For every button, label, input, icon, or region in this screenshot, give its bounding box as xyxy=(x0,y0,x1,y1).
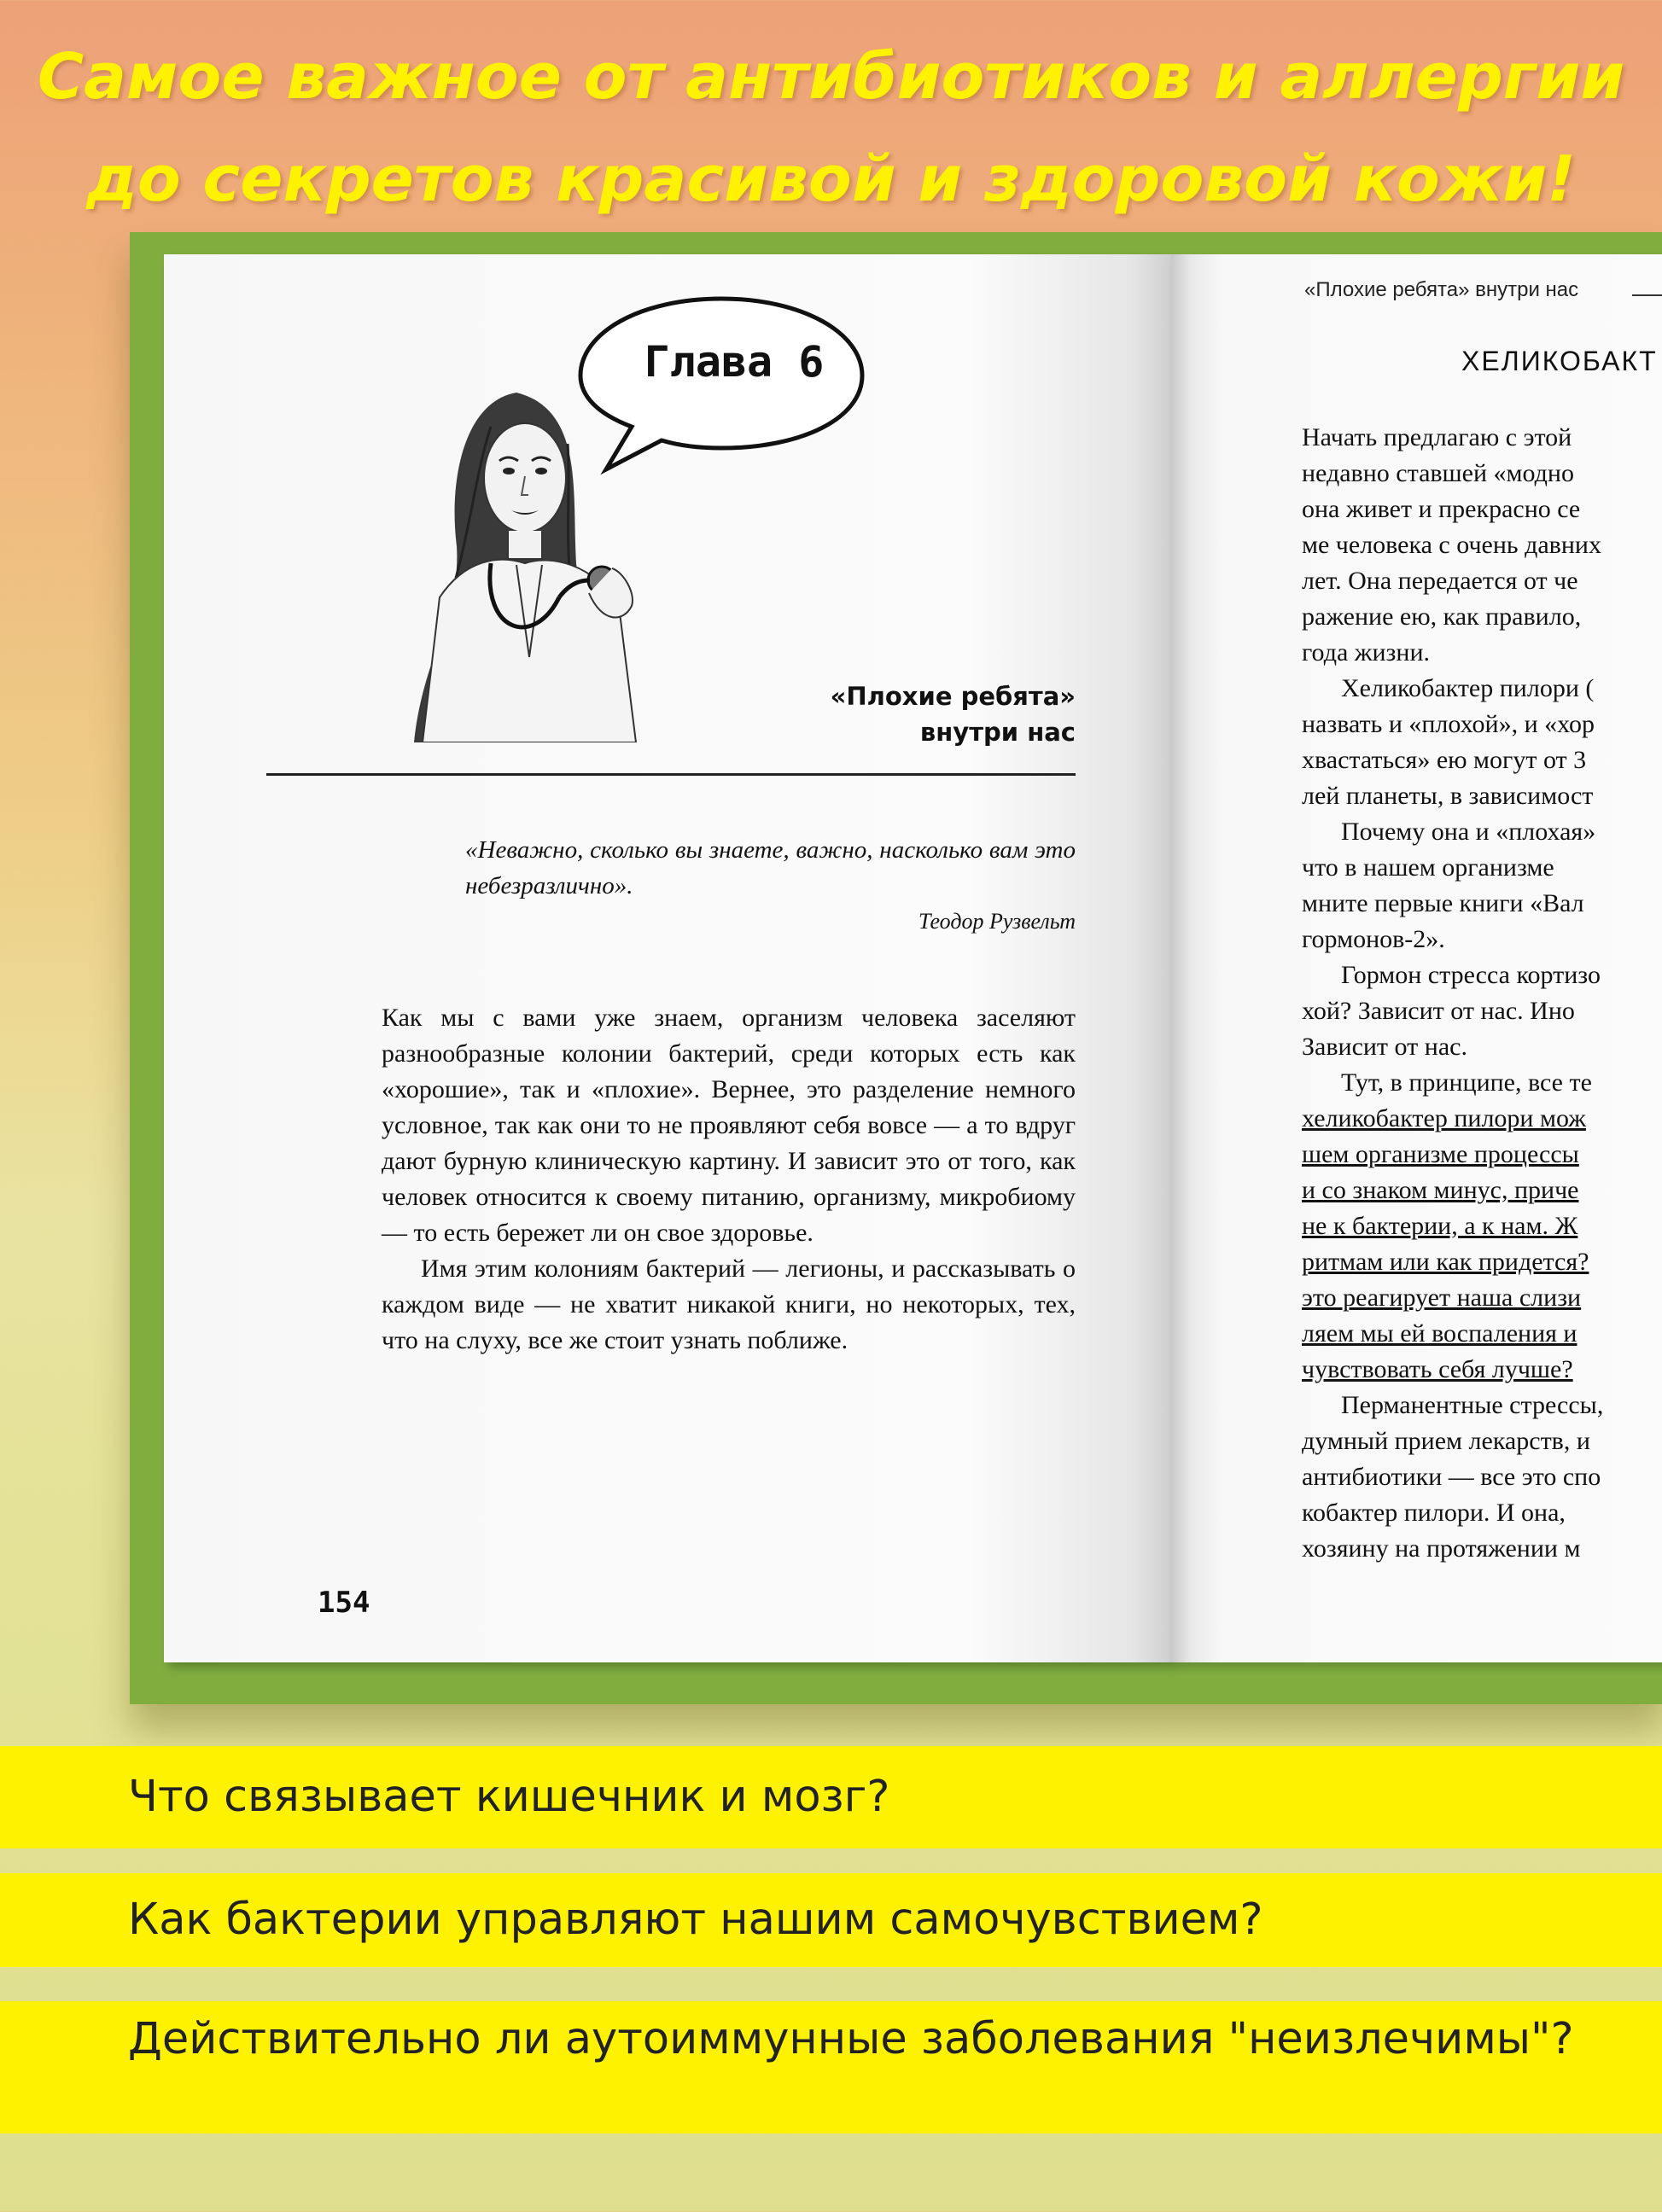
right-page-line: ме человека с очень давних xyxy=(1302,531,1601,559)
right-page-line: она живет и прекрасно се xyxy=(1302,495,1581,523)
right-page-line: кобактер пилори. И она, xyxy=(1302,1499,1566,1527)
right-page-line: хой? Зависит от нас. Ино xyxy=(1302,997,1575,1025)
chapter-title-line-2: внутри нас xyxy=(919,718,1076,747)
right-page-line: это реагирует наша слизи xyxy=(1302,1284,1582,1312)
chapter-divider xyxy=(266,773,1076,776)
right-page-line: Начать предлагаю с этой xyxy=(1302,423,1572,451)
headline-line-2: до секретов красивой и здоровой кожи! xyxy=(86,143,1576,216)
chapter-title xyxy=(768,678,1076,750)
chapter-title-line-1: «Плохие ребята» xyxy=(830,682,1076,711)
question-band-2: Как бактерии управляют нашим самочувствием? xyxy=(0,1873,1662,1967)
page-number: 154 xyxy=(318,1586,370,1620)
right-page-line: ляем мы ей воспаления и xyxy=(1302,1319,1577,1348)
right-page-line: хеликобактер пилори мож xyxy=(1302,1104,1586,1132)
right-page-line: лей планеты, в зависимост xyxy=(1302,782,1594,810)
right-page-line: антибиотики — все это спо xyxy=(1302,1463,1601,1491)
left-page-body xyxy=(382,1000,1076,1359)
question-band-3: Действительно ли аутоиммунные заболевания "неизлечимы"? xyxy=(0,2001,1662,2133)
right-page-line: думный прием лекарств, и xyxy=(1302,1427,1590,1455)
right-page-body xyxy=(1302,420,1662,1567)
right-page-line: Перманентные стрессы, xyxy=(1341,1391,1604,1419)
right-page-line: не к бактерии, а к нам. Ж xyxy=(1302,1212,1578,1240)
right-page-line: года жизни. xyxy=(1302,638,1431,667)
paragraph-1: Как мы с вами уже знаем, организм человека заселяют разнообразные колонии бактерий, среди которых есть как «хорошие», так и «плохие». Вернее, это разделение немного условное, так как они то не проявляют себя вовсе — а то вдруг дают бурную клиническую картину. И зависит это от того, как человек относится к своему питанию, организму, микробиому — то есть бережет ли он свое здоровье. xyxy=(382,1004,1076,1247)
right-page-line: чувствовать себя лучше? xyxy=(1302,1355,1573,1383)
right-page-line: ритмам или как придется? xyxy=(1302,1248,1589,1276)
right-page-line: шем организме процессы xyxy=(1302,1140,1579,1168)
right-page-line: хозяину на протяжении м xyxy=(1302,1534,1581,1563)
epigraph xyxy=(465,832,1076,940)
running-head-rule xyxy=(1632,294,1662,296)
right-page-line: ражение ею, как правило, xyxy=(1302,602,1582,631)
paragraph-2: Имя этим колониям бактерий — легионы, и рассказывать о каждом виде — не хватит никакой книги, но некоторых, тех, что на слуху, все же стоит узнать поближе. xyxy=(382,1254,1076,1354)
headline xyxy=(0,26,1662,230)
running-head: «Плохие ребята» внутри нас xyxy=(1304,278,1579,301)
right-page-line: Зависит от нас. xyxy=(1302,1033,1467,1061)
right-page-line: назвать и «плохой», и «хор xyxy=(1302,710,1595,738)
right-page-line: Почему она и «плохая» xyxy=(1341,818,1596,846)
right-page-line: мните первые книги «Вал xyxy=(1302,889,1584,917)
epigraph-author: Теодор Рузвельт xyxy=(918,909,1076,934)
headline-line-1: Самое важное от антибиотиков и аллергии xyxy=(37,40,1625,114)
right-page-line: гормонов-2». xyxy=(1302,925,1445,953)
right-page-line: и со знаком минус, приче xyxy=(1302,1176,1579,1204)
right-page-line: Хеликобактер пилори ( xyxy=(1341,674,1595,702)
right-page-line: что в нашем организме xyxy=(1302,853,1554,882)
right-page-line: недавно ставшей «модно xyxy=(1302,459,1574,487)
right-page-line: хвастаться» ею могут от 3 xyxy=(1302,746,1587,774)
right-page-line: Гормон стресса кортизо xyxy=(1341,961,1601,989)
epigraph-quote: «Неважно, сколько вы знаете, важно, насколько вам это небезразлично». xyxy=(465,836,1076,899)
right-page-line: лет. Она передается от че xyxy=(1302,567,1578,595)
question-band-1: Что связывает кишечник и мозг? xyxy=(0,1746,1662,1848)
section-heading: ХЕЛИКОБАКТ xyxy=(1461,346,1658,376)
chapter-number: Глава 6 xyxy=(644,337,825,387)
right-page-line: Тут, в принципе, все те xyxy=(1341,1068,1592,1097)
